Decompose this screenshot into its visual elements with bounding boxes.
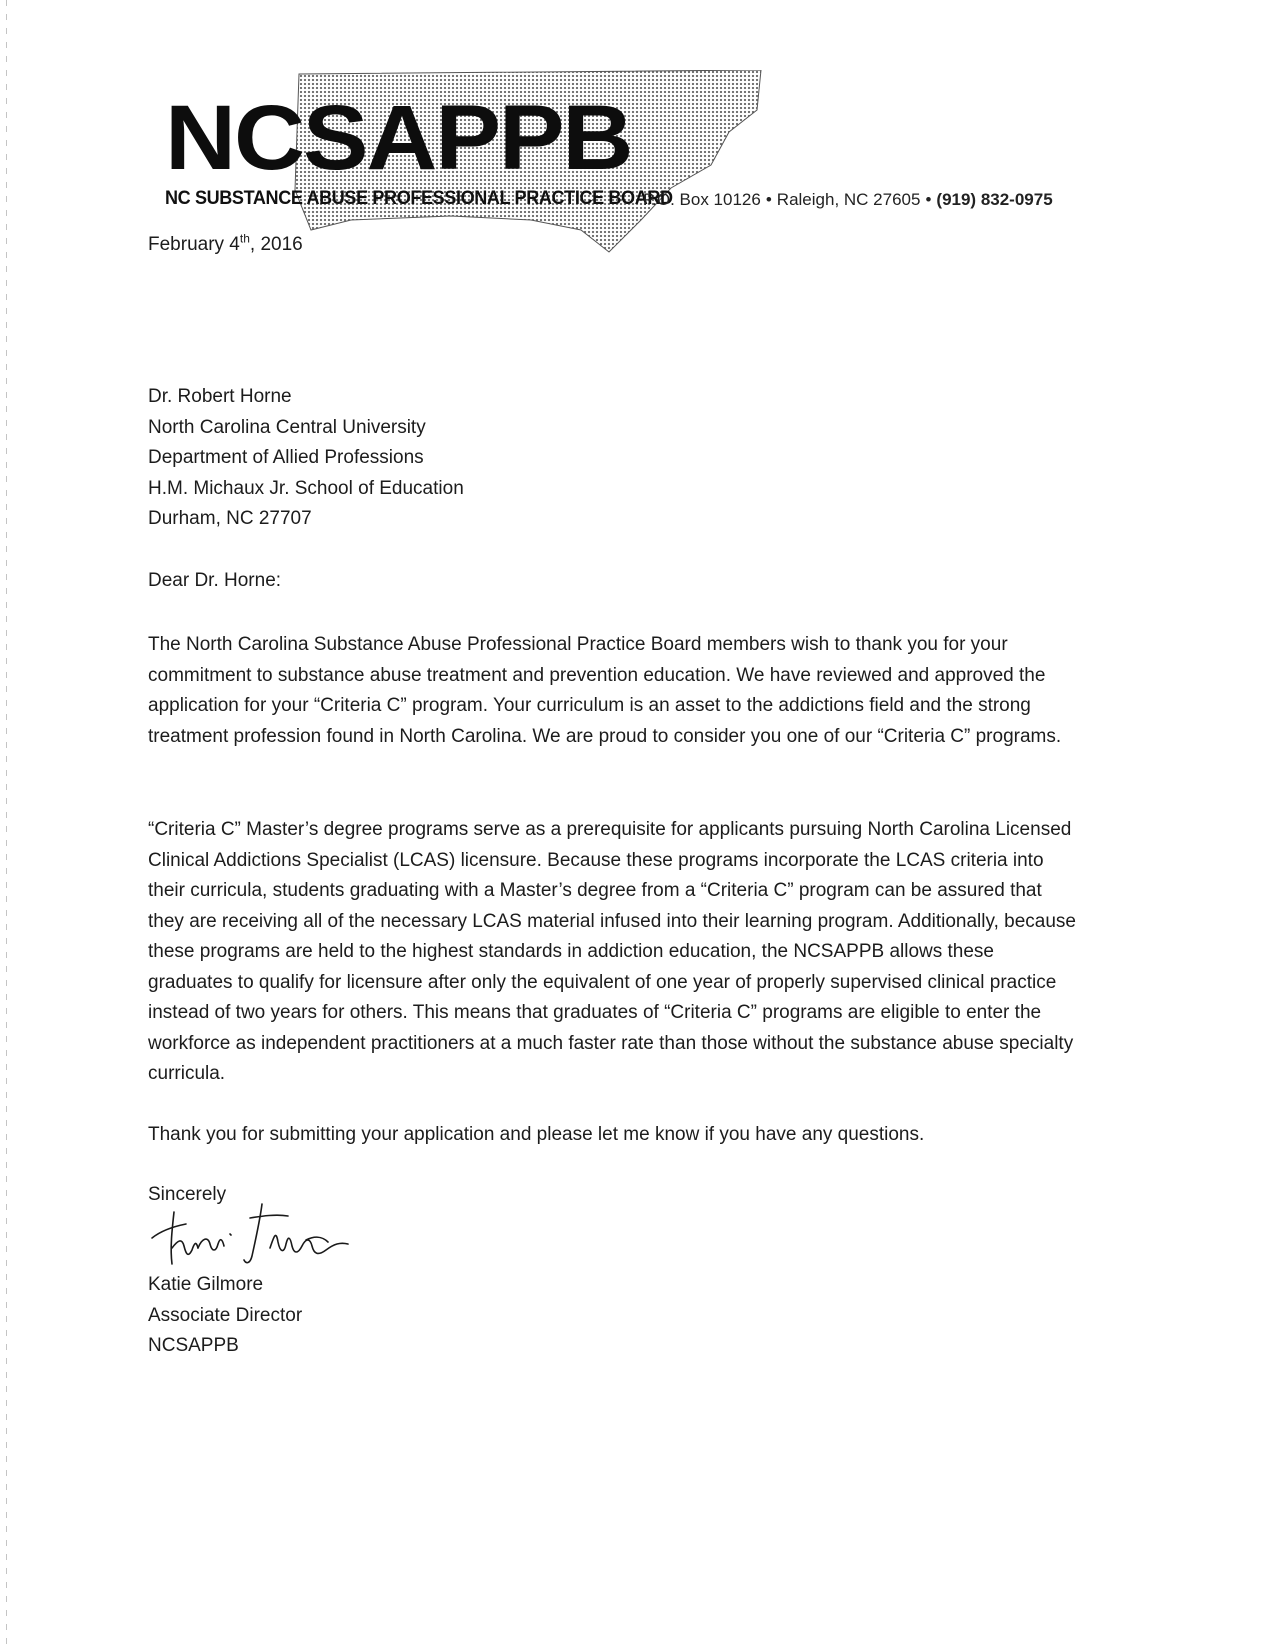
paragraph-criteria-c: “Criteria C” Master’s degree programs serve as a prerequisite for applicants pursuing North Carolina Licensed Clinical Addictions Specialist (LCAS) licensure. Because these programs incorporate the LCAS criteria into their curricula, students graduating with a Master’s degree from a “Criteria C” program can be assured that they are receiving all of the necessary LCAS material infused into their learning program. Additionally, because these programs are held to the highest standards in addiction education, the NCSAPPB allows these graduates to qualify for licensure after only the equivalent of one year of properly supervised clinical practice instead of two years for others. This means that graduates of “Criteria C” programs are eligible to enter the workforce as independent practitioners at a much faster rate than those without the substance abuse specialty curricula. [148,819,1076,1084]
signer-organization: NCSAPPB [148,1335,239,1356]
signer-block [148,1270,302,1362]
po-box: P.O. Box 10126 [643,190,761,209]
city-state-zip: Raleigh, NC 27605 [776,190,921,209]
letterhead-address [643,190,1053,210]
paragraph-thanks: The North Carolina Substance Abuse Professional Practice Board members wish to thank you for your commitment to substance abuse treatment and prevention education. We have reviewed and approved the application for your “Criteria C” program. Your curriculum is an asset to the addictions field and the strong treatment profession found in North Carolina. We are proud to consider you one of our “Criteria C” programs. [148,634,1062,747]
phone-number: (919) 832-0975 [936,190,1053,209]
recipient-address [148,382,464,535]
recipient-institution: North Carolina Central University [148,416,426,438]
recipient-school: H.M. Michaux Jr. School of Education [148,477,464,499]
logo-wordmark: NCSAPPB [165,87,632,189]
date-year: , 2016 [249,234,303,255]
salutation: Dear Dr. Horne: [148,570,282,591]
separator-dot: • [925,190,932,209]
recipient-name: Dr. Robert Horne [148,386,292,407]
recipient-city: Durham, NC 27707 [148,508,312,529]
scan-edge-artifact [6,0,7,1645]
handwritten-signature [142,1190,362,1280]
letterhead [165,70,1125,240]
recipient-department: Department of Allied Professions [148,447,424,468]
signer-name: Katie Gilmore [148,1274,264,1295]
closing: Sincerely [148,1184,227,1205]
date-month-day: February 4 [148,234,240,255]
separator-dot: • [765,190,772,209]
signer-title: Associate Director [148,1304,303,1326]
board-name: NC SUBSTANCE ABUSE PROFESSIONAL PRACTICE BOARD [165,188,673,209]
letter-date [148,230,303,261]
paragraph-closing-note: Thank you for submitting your application and please let me know if you have any questions. [148,1124,925,1145]
date-suffix: th [239,231,250,246]
